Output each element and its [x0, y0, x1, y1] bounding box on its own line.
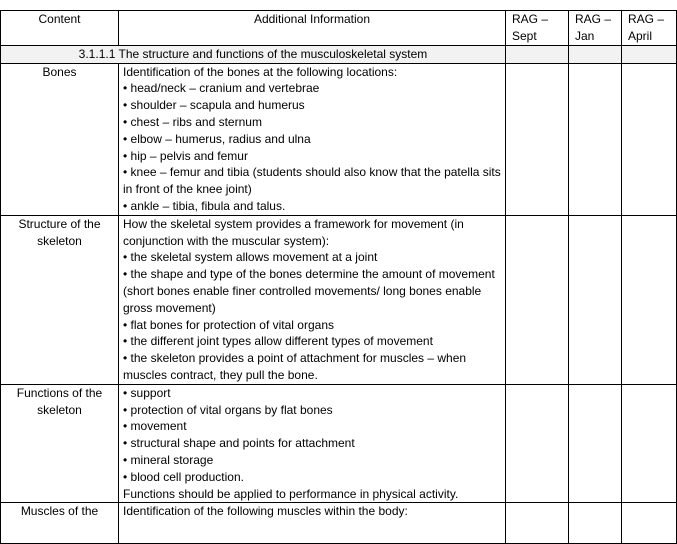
info-bullet: • protection of vital organs by flat bones	[123, 402, 501, 419]
rag-jan-cell[interactable]	[569, 384, 622, 503]
section-filler-sept	[506, 45, 569, 63]
table-row-structure	[1, 215, 677, 384]
section-title: 3.1.1.1 The structure and functions of the musculoskeletal system	[1, 45, 506, 63]
content-cell: Bones	[1, 63, 119, 215]
info-intro: Identification of the following muscles within the body:	[123, 504, 408, 519]
info-bullet: • head/neck – cranium and vertebrae	[123, 80, 501, 97]
info-bullet: • ankle – tibia, fibula and talus.	[123, 198, 501, 215]
rag-sept-cell[interactable]	[506, 503, 569, 544]
info-bullet: • support	[123, 385, 501, 402]
rag-april-cell[interactable]	[622, 384, 677, 503]
rag-sept-cell[interactable]	[506, 215, 569, 384]
rag-april-cell[interactable]	[622, 215, 677, 384]
rag-jan-cell[interactable]	[569, 63, 622, 215]
info-intro: Identification of the bones at the following locations:	[123, 64, 398, 79]
info-cell	[119, 215, 506, 384]
info-cell	[119, 503, 506, 544]
header-rag-april: RAG – April	[622, 11, 677, 46]
info-bullet: • knee – femur and tibia (students should also know that the patella sits in front of the knee joint)	[123, 164, 501, 198]
info-intro: How the skeletal system provides a framework for movement (in conjunction with the muscular system):	[123, 216, 464, 248]
header-additional-information: Additional Information	[119, 11, 506, 46]
table-row-functions	[1, 384, 677, 503]
header-content: Content	[1, 11, 119, 46]
info-bullet: • the skeleton provides a point of attachment for muscles – when muscles contract, they pull the bone.	[123, 350, 501, 384]
section-filler-april	[622, 45, 677, 63]
rag-jan-cell[interactable]	[569, 503, 622, 544]
info-bullet: • the skeletal system allows movement at a joint	[123, 249, 501, 266]
rag-sept-cell[interactable]	[506, 63, 569, 215]
table-row-bones	[1, 63, 677, 215]
header-rag-jan: RAG – Jan	[569, 11, 622, 46]
rag-jan-cell[interactable]	[569, 215, 622, 384]
info-bullet: • flat bones for protection of vital organs	[123, 317, 501, 334]
info-bullet: • the shape and type of the bones determine the amount of movement (short bones enable finer controlled movements/ long bones enable gross movement)	[123, 266, 501, 316]
header-row	[1, 11, 677, 46]
rag-april-cell[interactable]	[622, 503, 677, 544]
table-row-muscles	[1, 503, 677, 544]
section-filler-jan	[569, 45, 622, 63]
info-bullet: • shoulder – scapula and humerus	[123, 97, 501, 114]
info-bullet: • chest – ribs and sternum	[123, 114, 501, 131]
rag-sept-cell[interactable]	[506, 384, 569, 503]
info-cell	[119, 384, 506, 503]
header-rag-sept: RAG – Sept	[506, 11, 569, 46]
info-bullet: • movement	[123, 418, 501, 435]
info-bullet: • hip – pelvis and femur	[123, 148, 501, 165]
info-cell	[119, 63, 506, 215]
specification-table	[0, 10, 677, 544]
info-outro: Functions should be applied to performance in physical activity.	[123, 486, 459, 501]
section-row	[1, 45, 677, 63]
info-bullet: • structural shape and points for attachment	[123, 435, 501, 452]
info-bullet: • elbow – humerus, radius and ulna	[123, 131, 501, 148]
info-bullet: • mineral storage	[123, 452, 501, 469]
content-cell: Functions of the skeleton	[1, 384, 119, 503]
info-bullet: • blood cell production.	[123, 469, 501, 486]
content-cell: Structure of the skeleton	[1, 215, 119, 384]
rag-april-cell[interactable]	[622, 63, 677, 215]
info-bullet: • the different joint types allow different types of movement	[123, 333, 501, 350]
content-cell: Muscles of the	[1, 503, 119, 544]
